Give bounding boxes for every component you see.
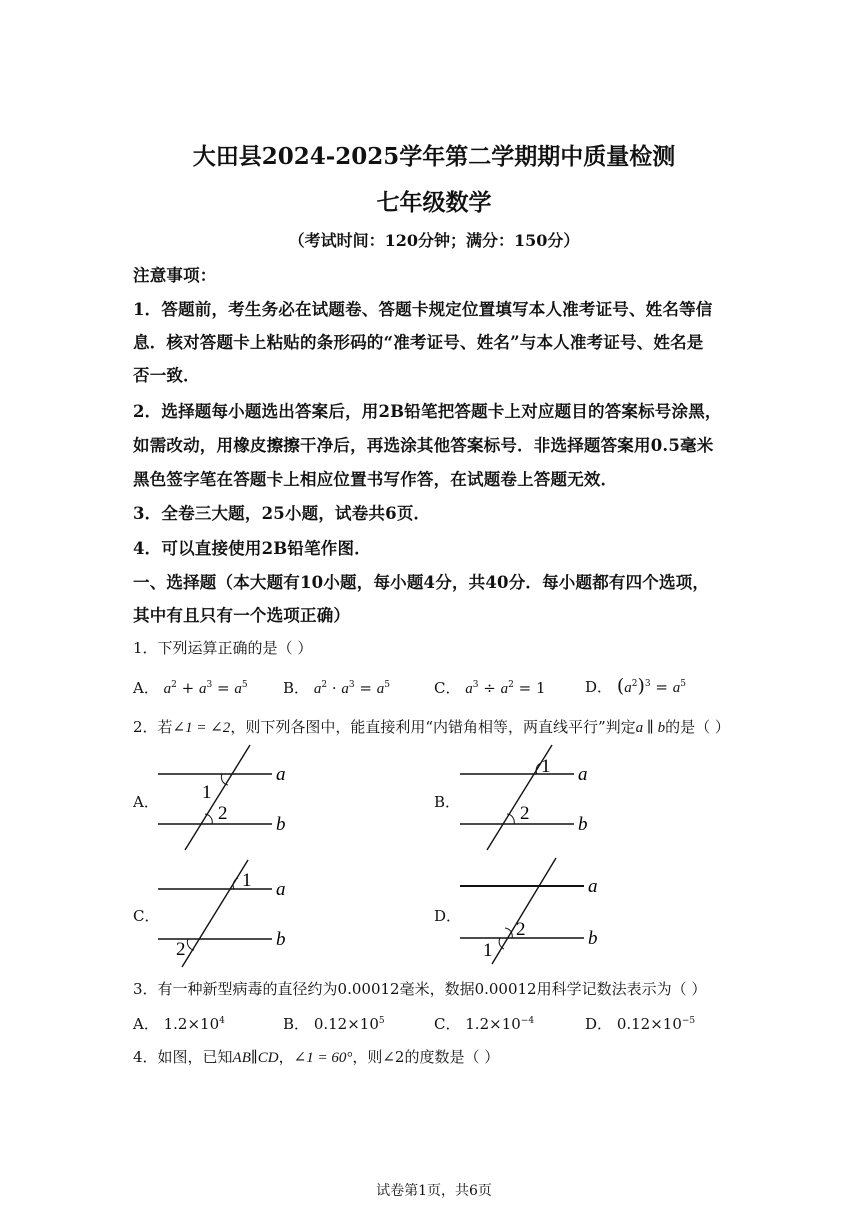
math-exp: 2	[321, 680, 328, 690]
math-exp: −5	[681, 1016, 696, 1026]
q1-option-c	[434, 677, 546, 698]
line-a-label: a	[588, 876, 598, 897]
math-coef: 0.12×10	[616, 1015, 682, 1033]
section-heading: 一、选择题（本大题有10小题，每小题4分，共40分．每小题都有四个选项，	[133, 573, 710, 592]
angle-2-label: 2	[176, 939, 186, 960]
option-label: C．	[434, 1015, 461, 1033]
figure-label: B．	[434, 793, 461, 811]
stem-math: ∠1 = 60°	[293, 1050, 353, 1066]
notes-line: 如需改动，用橡皮擦擦干净后，再选涂其他答案标号．非选择题答案用0.5毫米	[133, 436, 714, 455]
section-heading-cont: 其中有且只有一个选项正确）	[133, 606, 351, 625]
figure-a	[150, 740, 310, 864]
notes-line: 否一致．	[133, 366, 200, 385]
exam-title: 大田县2024-2025学年第二学期期中质量检测	[192, 143, 676, 170]
notes-line: 黑色签字笔在答题卡上相应位置书写作答，在试题卷上答题无效．	[133, 470, 618, 489]
figure-label: D．	[434, 907, 462, 925]
q1-option-d	[585, 675, 686, 697]
figure-label: C．	[133, 907, 160, 925]
line-b-label: b	[588, 928, 598, 949]
figure-label: A．	[133, 793, 159, 811]
question-4-stem	[133, 1046, 499, 1067]
math-base: a	[313, 681, 322, 697]
angle-2-label: 2	[516, 919, 526, 940]
math-paren: )	[637, 675, 645, 697]
notes-heading: 注意事项：	[133, 266, 217, 285]
math-op: ·	[331, 679, 337, 697]
stem-text: ，	[278, 1048, 294, 1066]
q3-option-a	[133, 1013, 225, 1034]
math-base: a	[199, 681, 207, 697]
math-base: a	[234, 681, 242, 697]
math-base: a	[672, 680, 681, 696]
option-label: D．	[585, 1015, 613, 1033]
math-exp: 2	[171, 680, 177, 690]
angle-2-label: 2	[218, 803, 228, 824]
math-base: a	[500, 681, 509, 697]
option-label: C．	[434, 679, 461, 697]
line-a-label: a	[276, 764, 286, 785]
angle-1-label: 1	[541, 756, 551, 777]
math-paren: (	[616, 675, 625, 697]
math-exp: 5	[241, 680, 248, 690]
line-b-label: b	[276, 814, 286, 835]
option-label: B．	[283, 679, 310, 697]
q3-option-b	[283, 1013, 385, 1034]
math-eq: =	[655, 678, 668, 696]
stem-text: ，则下列各图中，能直接利用“内错角相等，两直线平行”判定	[230, 718, 636, 736]
angle-2-label: 2	[520, 803, 530, 824]
math-op: ÷	[483, 679, 496, 697]
option-label: A．	[133, 679, 159, 697]
stem-text: 2．若	[133, 718, 173, 736]
math-eq: =	[359, 679, 372, 697]
math-base: a	[341, 681, 349, 697]
math-coef: 1.2×10	[465, 1015, 521, 1033]
notes-line: 2．选择题每小题选出答案后，用2B铅笔把答题卡上对应题目的答案标号涂黑，	[133, 402, 722, 421]
math-base: a	[376, 681, 385, 697]
q3-option-c	[434, 1013, 534, 1034]
page-footer: 试卷第1页，共6页	[376, 1183, 492, 1199]
q1-option-a	[133, 677, 248, 698]
stem-math: AB∥CD	[232, 1050, 279, 1066]
angle-1-label: 1	[483, 940, 493, 961]
option-label: B．	[283, 1015, 310, 1033]
math-base: a	[163, 681, 172, 697]
stem-math: a ∥ b	[635, 720, 666, 736]
line-b-label: b	[578, 814, 588, 835]
math-base: a	[624, 680, 632, 696]
math-eq: =	[217, 679, 230, 697]
math-coef: 0.12×10	[313, 1015, 379, 1033]
notes-line: 1．答题前，考生务必在试题卷、答题卡规定位置填写本人准考证号、姓名等信	[133, 300, 713, 319]
math-exp: 5	[378, 1016, 385, 1026]
math-exp: 3	[206, 680, 213, 690]
math-exp: 2	[508, 680, 514, 690]
math-exp: 3	[472, 680, 479, 690]
notes-line: 息．核对答题卡上粘贴的条形码的“准考证号、姓名”与本人准考证号、姓名是	[133, 333, 704, 352]
question-2-stem	[133, 716, 730, 737]
exam-subject: 七年级数学	[376, 189, 492, 216]
line-a-label: a	[578, 764, 588, 785]
notes-line: 4．可以直接使用2B铅笔作图．	[133, 539, 371, 558]
figure-b	[452, 740, 612, 864]
line-b-label: b	[276, 929, 286, 950]
math-exp: 5	[384, 680, 390, 690]
math-eq: =	[518, 679, 532, 697]
stem-text: 的是（ ）	[665, 718, 730, 736]
question-3-stem: 3．有一种新型病毒的直径约为0.00012毫米，数据0.00012用科学记数法表示为（ ）	[133, 980, 707, 998]
stem-text: ，则∠2的度数是（ ）	[352, 1048, 500, 1066]
notes-line: 3．全卷三大题，25小题，试卷共6页．	[133, 504, 431, 523]
q1-option-b	[283, 677, 390, 698]
q3-option-d	[585, 1013, 695, 1034]
math-rhs: 1	[536, 679, 546, 697]
math-exp: 3	[644, 679, 651, 689]
angle-1-label: 1	[242, 870, 252, 891]
line-a-label: a	[276, 879, 286, 900]
math-exp: 2	[631, 679, 638, 689]
math-exp: −4	[520, 1016, 535, 1026]
option-label: A．	[133, 1015, 159, 1033]
math-exp: 5	[680, 679, 686, 689]
option-label: D．	[585, 678, 613, 696]
math-exp: 4	[219, 1016, 225, 1026]
math-coef: 1.2×10	[163, 1015, 220, 1033]
question-1-stem: 1．下列运算正确的是（ ）	[133, 639, 313, 657]
math-exp: 3	[348, 680, 355, 690]
stem-text: 4．如图，已知	[133, 1048, 233, 1066]
stem-math: ∠1 = ∠2	[172, 720, 231, 736]
figure-c	[150, 855, 310, 979]
angle-1-label: 1	[202, 782, 212, 803]
exam-info: （考试时间：120分钟；满分：150分）	[288, 231, 580, 250]
math-base: a	[465, 681, 473, 697]
math-op: +	[181, 679, 195, 697]
figure-d	[452, 852, 617, 976]
